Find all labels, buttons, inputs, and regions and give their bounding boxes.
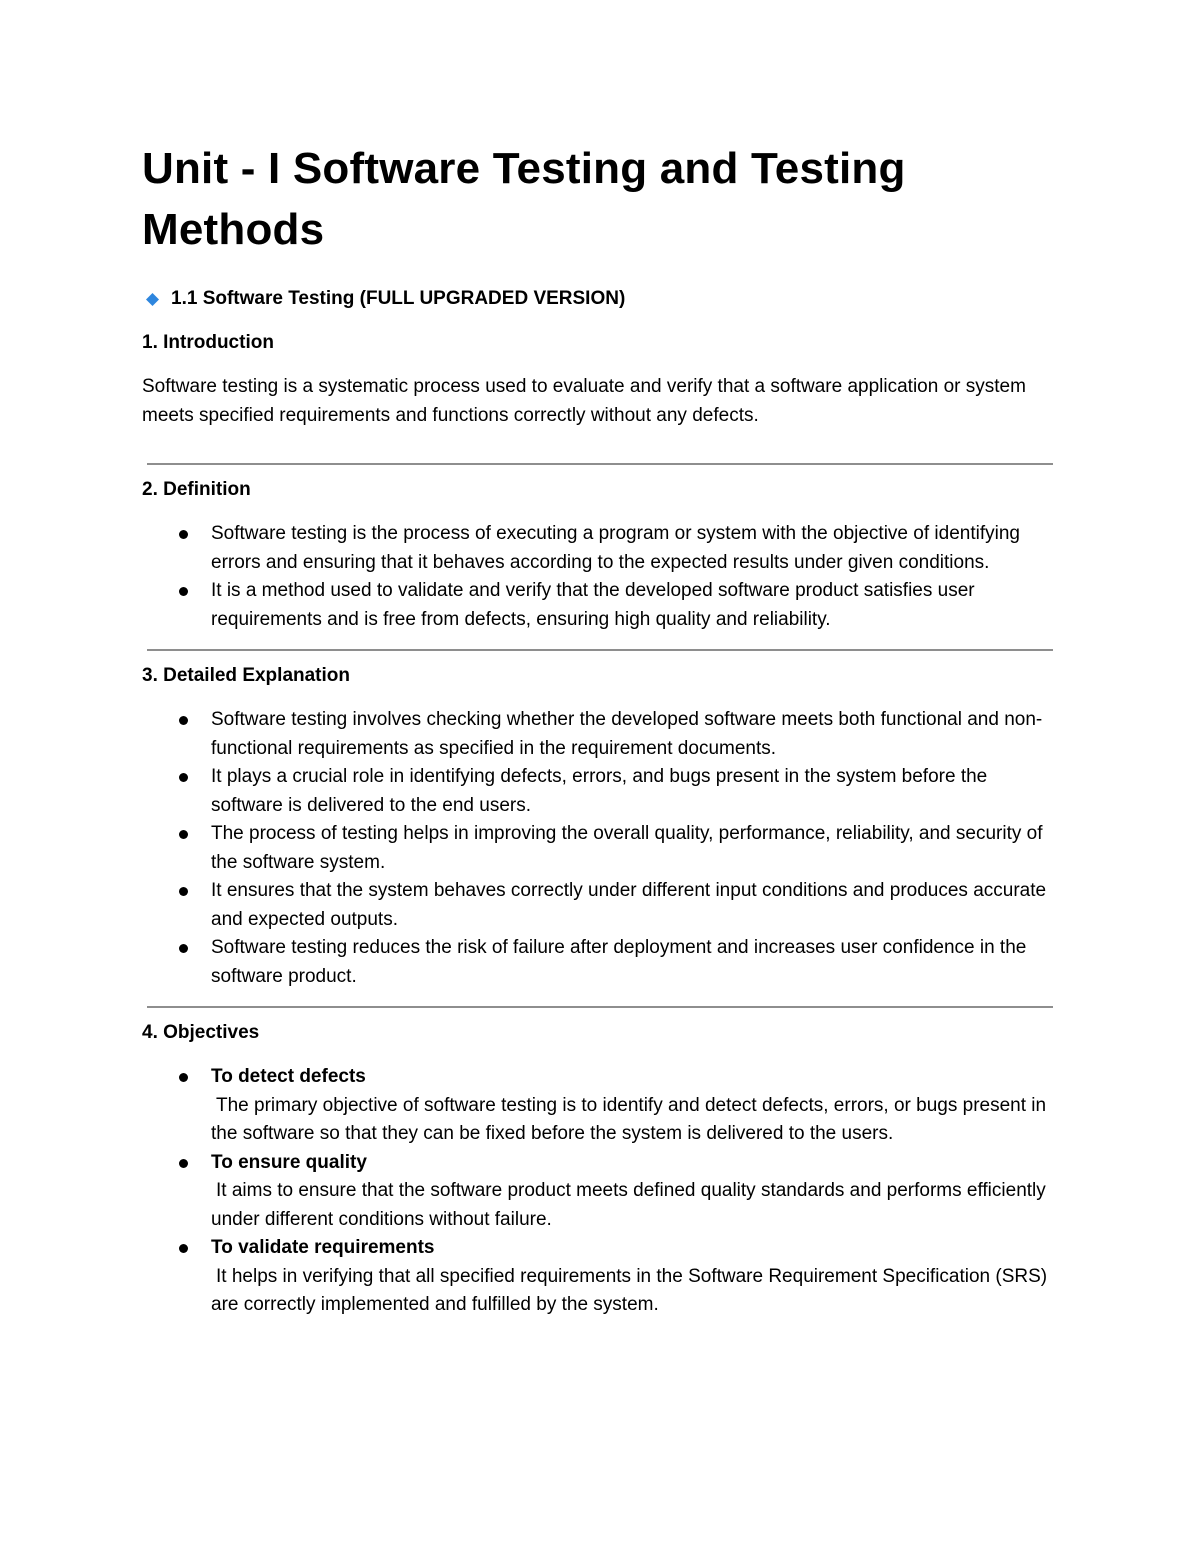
document-title: Unit - I Software Testing and Testing Methods [142, 144, 906, 254]
objectives-heading: 4. Objectives [142, 1022, 260, 1043]
objective-title: To ensure quality [211, 1151, 367, 1173]
bullet-icon [179, 830, 188, 839]
subtitle-text: 1.1 Software Testing (FULL UPGRADED VERSION) [171, 288, 626, 309]
bullet-icon [179, 1244, 188, 1253]
list-item [142, 1063, 1062, 1149]
objective-title: To validate requirements [211, 1237, 435, 1258]
bullet-icon [179, 587, 188, 596]
list-item: It ensures that the system behaves correctly under different input conditions and produces accurate and expected outputs. [142, 877, 1062, 934]
objective-title: To detect defects [211, 1066, 366, 1087]
section-divider [147, 649, 1053, 651]
section-divider [147, 463, 1053, 465]
list-item [142, 1234, 1062, 1320]
bullet-icon [179, 773, 188, 782]
list-item: Software testing reduces the risk of failure after deployment and increases user confidence in the software product. [142, 934, 1062, 991]
bullet-icon [179, 887, 188, 896]
definition-list [142, 520, 1062, 634]
list-item: Software testing involves checking whether the developed software meets both functional and non-functional requirements as specified in the requirement documents. [142, 706, 1062, 763]
bullet-icon [179, 1073, 188, 1082]
objective-body: It helps in verifying that all specified requirements in the Software Requirement Specification (SRS) are correctly implemented and fulfilled by the system. [211, 1265, 1048, 1315]
document-page [142, 138, 1062, 1320]
bullet-icon [179, 716, 188, 725]
bullet-icon [179, 1159, 188, 1168]
explanation-heading: 3. Detailed Explanation [142, 665, 350, 686]
objective-body: It aims to ensure that the software product meets defined quality standards and performs efficiently under different conditions without failure. [211, 1180, 1046, 1230]
blue-diamond-icon [146, 293, 159, 306]
explanation-list [142, 706, 1062, 991]
bullet-icon [179, 530, 188, 539]
introduction-heading: 1. Introduction [142, 332, 274, 353]
list-item: It is a method used to validate and verify that the developed software product satisfies user requirements and is free from defects, ensuring high quality and reliability. [142, 577, 1062, 634]
objective-body: The primary objective of software testing is to identify and detect defects, errors, or bugs present in the software so that they can be fixed before the system is delivered to the users. [211, 1094, 1047, 1144]
introduction-paragraph: Software testing is a systematic process used to evaluate and verify that a software application or system meets specified requirements and functions correctly without any defects. [142, 376, 1026, 426]
bullet-icon [179, 944, 188, 953]
list-item: It plays a crucial role in identifying defects, errors, and bugs present in the system before the software is delivered to the end users. [142, 763, 1062, 820]
objectives-list [142, 1063, 1062, 1320]
definition-heading: 2. Definition [142, 479, 251, 500]
list-item: The process of testing helps in improving the overall quality, performance, reliability, and security of the software system. [142, 820, 1062, 877]
list-item [142, 1149, 1062, 1235]
list-item: Software testing is the process of executing a program or system with the objective of identifying errors and ensuring that it behaves according to the expected results under given conditions. [142, 520, 1062, 577]
section-divider [147, 1006, 1053, 1008]
section-subtitle [142, 287, 1062, 311]
